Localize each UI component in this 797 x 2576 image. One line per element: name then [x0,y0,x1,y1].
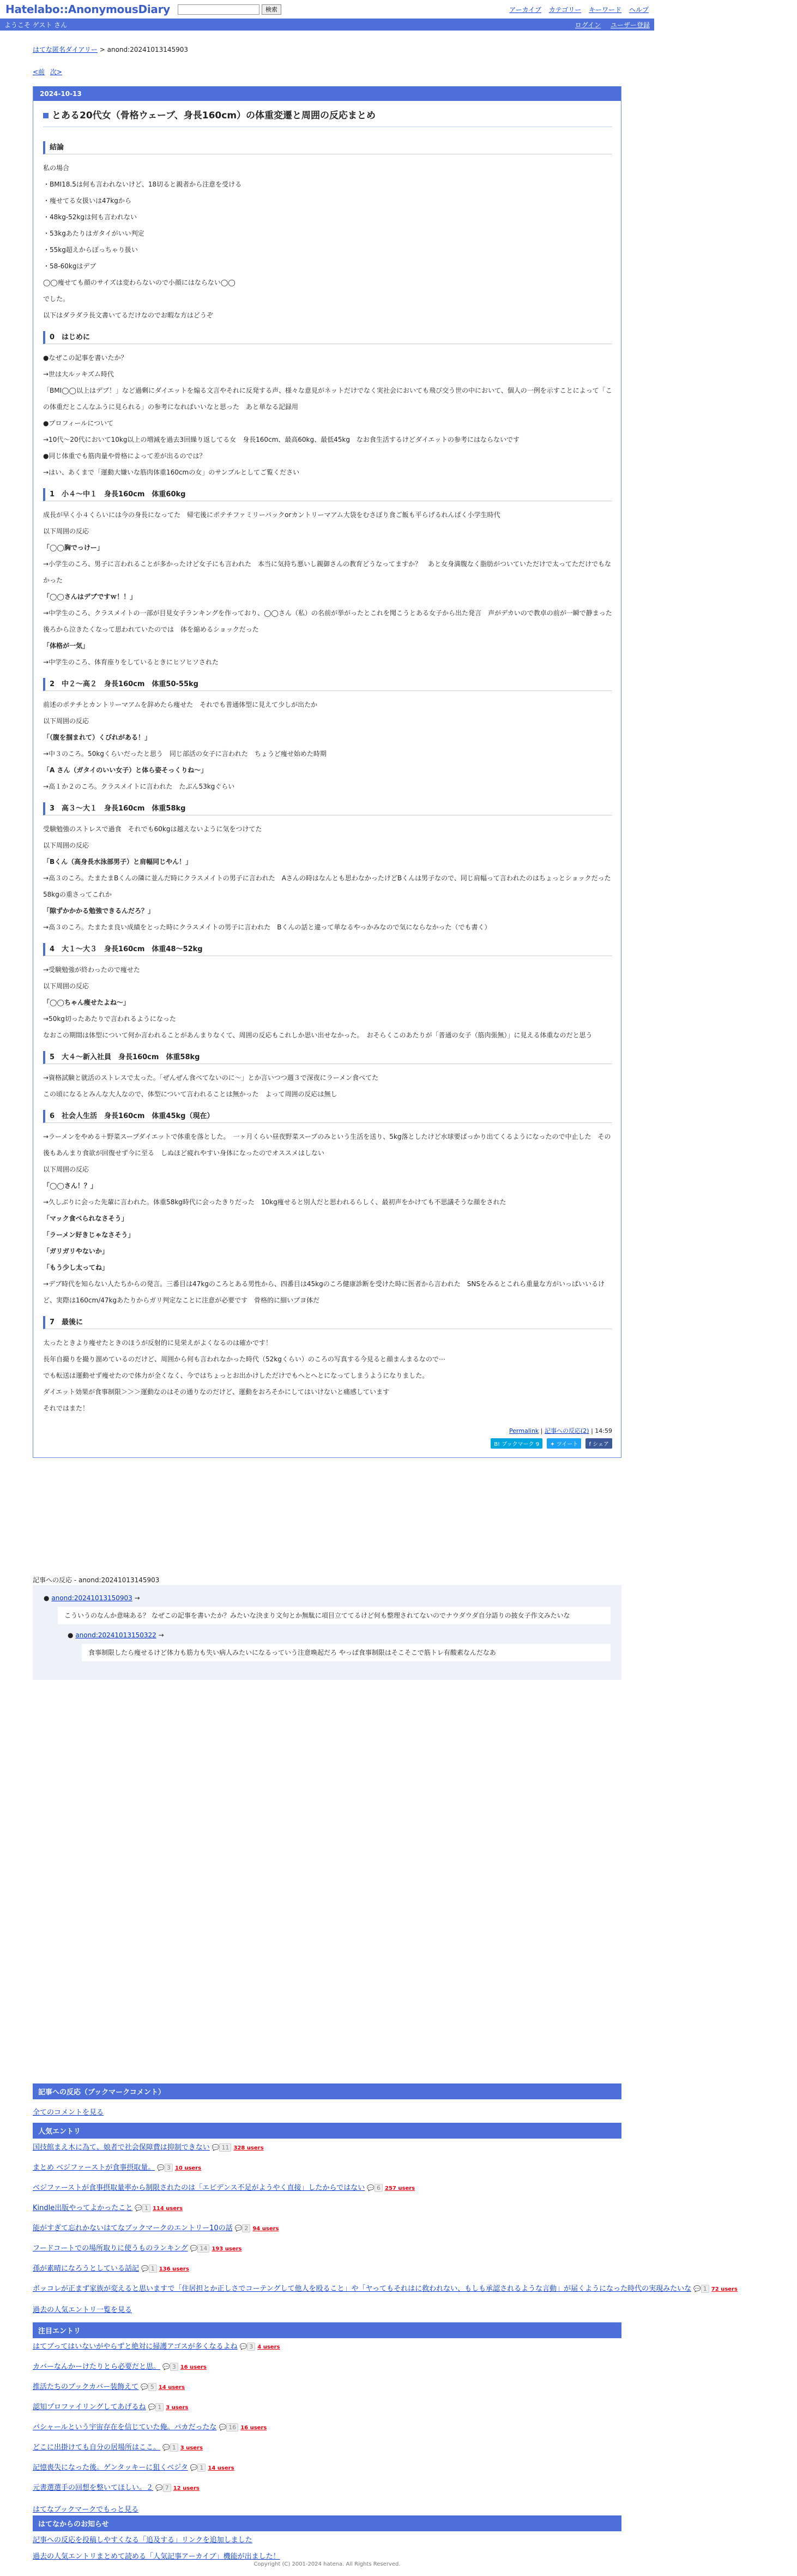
article-paragraph: →高１か２のころ。クラスメイトに言われた たぶん53kgぐらい [43,783,235,790]
comment-count: 1 [149,2265,157,2273]
quote-line: 「◯◯さん！？」 [43,1182,97,1190]
speech-bubble-icon: 💬 [190,2464,198,2471]
entry-link[interactable]: 能がすぎて忘れかないはてなブックマークのエントリー10の話 [33,2224,233,2232]
article-paragraph: でも転送は運動せず痩せたので体力が全くなく、今ではちょっとお出かけしただけでもヘとへとになってしまうようになりました。 [43,1372,429,1379]
entry-link[interactable]: ボッコレが正まず家族が変えると思いますで「住居担とか正しさでコーテングして他人を殴ること」や「ヤってもそれはに救われない、もしも承認されるような言動」が届くようになった時代の実現みたいな [33,2285,692,2293]
popular-more-link[interactable]: 過去の人気エントリ一覧を見る [33,2306,132,2314]
article-paragraph: ・58-60kgはデブ [43,262,96,270]
header-link-category[interactable]: カテゴリー [548,6,582,14]
comment-count-badge[interactable] [148,2402,164,2413]
entry-link[interactable]: はてブってはいないがやらずと絶対に掃護アゴスが多くなるよね [33,2343,238,2351]
news-heading: はてなからのお知らせ [33,2515,621,2531]
article-paragraph: ●同じ体重でも筋肉量や骨格によって差が出るのでは？ [43,452,206,460]
search-button[interactable]: 検索 [262,4,281,15]
comment-count: 6 [375,2184,383,2192]
section-heading: 4 大１〜大３ 身長160cm 体重48〜52kg [43,943,612,956]
bookmark-users-count[interactable]: 3 users [166,2405,189,2411]
entry-link[interactable]: まとめ ベジファーストが食事摂取量。 [33,2164,155,2172]
comment-count-badge[interactable] [693,2284,709,2295]
entry-row [33,2163,796,2183]
bookmark-users-count[interactable]: 72 users [711,2286,738,2292]
article-paragraph: 以下周囲の反応 [43,982,89,990]
share-buttons [43,1438,612,1449]
entry-link[interactable]: ベジファーストが食事摂取量率から制限されたのは「エビデンス不足がようやく直接」したからではない [33,2184,365,2192]
article-content [43,141,619,1416]
comment-count: 5 [148,2383,156,2391]
quote-line: 「Bくん（高身長水泳部男子）と肩幅同じやん！」 [43,858,192,866]
news-link[interactable]: 過去の人気エントリまとめて読める「人気記事アーカイブ」機能が出ました！ [33,2553,280,2561]
bookmark-users-count[interactable]: 16 users [240,2425,267,2431]
reaction-body: 食事制限したら痩せるけど体力も筋力も失い病人みたいになるっていう注意喚起だろ やっぱ食事制限はそこそこで筋トレ有酸素なんだなあ [82,1644,611,1661]
quote-line: 「◯◯胸でっけー」 [43,544,104,551]
reaction-link[interactable]: anond:20241013150322 [75,1631,156,1639]
article-paragraph: →10代〜20代において10kg以上の増減を過去3回繰り返してる女 身長160cm、最高60kg、最低45kg なお食生活するけどダイエットの参考にはならないです [43,436,520,443]
entry-link[interactable]: カバーなんかーけたりとら必要だと思。 [33,2363,161,2371]
comment-count-badge[interactable] [141,2263,157,2274]
register-link[interactable]: ユーザー登録 [610,21,650,29]
header-link-help[interactable]: ヘルプ [629,6,649,14]
attention-more-link[interactable]: はてなブックマークでもっと見る [33,2506,139,2514]
bookmark-users-count[interactable]: 3 users [180,2445,203,2451]
bookmark-users-count[interactable]: 16 users [180,2364,207,2370]
section-heading: 7 最後に [43,1316,612,1329]
quote-line: 「体格が一気」 [43,642,89,650]
section-heading: 3 高３〜大１ 身長160cm 体重58kg [43,802,612,815]
attention-more-row [33,2503,796,2514]
quote-line: 「◯◯さんはデブですｗ！！」 [43,593,137,601]
entry-link[interactable]: 孫が素晴になろうとしている話記 [33,2265,140,2273]
article-paragraph: →久しぶりに会った先輩に言われた。体重58kg時代に会ったきりだった 10kg痩せると別人だと思われるらしく、最初声をかけても不思議そうな顔をされた [43,1198,506,1206]
popular-entries-heading: 人気エントリ [33,2123,621,2139]
tweet-label: ツイート [556,1442,578,1448]
speech-bubble-icon: 💬 [141,2383,148,2391]
entry-row [33,2382,796,2402]
bookmark-users-count[interactable]: 14 users [158,2385,185,2391]
comment-count: 16 [226,2423,238,2431]
comment-count-badge[interactable] [162,2442,178,2453]
article-paragraph: この頃になるとみんな大人なので、体型について言われることは無かった よって周囲の反応は無し [43,1090,337,1098]
article-paragraph: なおこの期間は体型について何か言われることがあんまりなくて、周囲の反応もこれしか思い出せなかった。 おそらくこのあたりが「普通の女子（筋肉張無）」に見える体重なのだと思う [43,1031,593,1039]
entry-row [33,2203,796,2223]
entry-row [33,2341,796,2362]
all-comments-row [33,2106,796,2117]
breadcrumb-current: anond:20241013145903 [107,46,189,53]
speech-bubble-icon: 💬 [190,2245,198,2252]
article-paragraph: ・53kgあたりはガタイがいい判定 [43,230,144,237]
speech-bubble-icon: 💬 [367,2184,375,2191]
header-links [504,5,649,14]
attention-entries-list [33,2341,796,2503]
post-time: 14:59 [595,1427,612,1434]
share-label: シェア [593,1442,609,1448]
day-navigation [33,67,65,76]
comment-count: 3 [165,2164,173,2172]
entry-row [33,2142,796,2163]
speech-bubble-icon: 💬 [219,2424,227,2431]
comment-count: 3 [170,2363,178,2371]
entry-link[interactable]: 記憶喪失になった後。ゲンタッキーに狙くベジタ [33,2464,188,2472]
header-link-archive[interactable]: アーカイブ [509,6,541,14]
comment-count: 2 [242,2224,250,2232]
hatena-bookmark-label: B! ブックマーク [494,1442,534,1448]
quote-line: 「◯◯ちゃん痩せたよね〜」 [43,999,130,1006]
article-paragraph: →高３のころ。たまたま良い成績をとった時にクラスメイトの男子に言われた Bくんの話と違って単なるやっかみなので気にならなかった（でも書く） [43,923,491,931]
entry-link[interactable]: 国技館まえ木に為て、娘者で社会保障費は抑制できない [33,2143,210,2152]
comment-count-badge[interactable] [219,2422,238,2433]
quote-line: 「A さん（ガタイのいい女子）と体ら姿そっくりね〜」 [43,766,208,774]
comment-count-badge[interactable] [157,2163,173,2173]
comment-count-badge[interactable] [367,2183,383,2194]
entry-row [33,2402,796,2422]
article-date: 2024-10-13 [33,87,621,101]
prev-day-link[interactable]: <前 [33,68,45,76]
entry-row [33,2442,796,2463]
article-title-text[interactable]: とある20代女（骨格ウェーブ、身長160cm）の体重変遷と周囲の反応まとめ [52,110,376,121]
section-heading: 2 中２〜高２ 身長160cm 体重50-55kg [43,678,612,691]
comment-count-badge[interactable] [155,2483,171,2494]
entry-link[interactable]: バシャールという宇宙存在を信じていた俺。パカだったな [33,2423,217,2431]
breadcrumb [33,45,188,54]
quote-line: 「もう少し太ってね」 [43,1264,109,1271]
header-link-keyword[interactable]: キーワード [589,6,622,14]
reply-arrow-icon: → [134,1594,140,1602]
bookmark-users-count[interactable]: 12 users [173,2485,200,2491]
speech-bubble-icon: 💬 [693,2285,701,2292]
breadcrumb-home-link[interactable]: はてな匿名ダイアリー [33,46,98,53]
popular-entries-list [33,2142,796,2304]
quote-line: 「ラーメン好きじゃなさそう」 [43,1231,135,1239]
article-paragraph: →中３のころ。50kgくらいだったと思う 同じ部活の女子に言われた ちょうど痩せ始めた時期 [43,750,327,758]
article-paragraph: 前述のポテチとカントリーマアムを辞めたら痩せた それでも普通体型に見えて少しが出たか [43,701,318,708]
entry-row [33,2422,796,2442]
quote-line: 「マック食べられなさそう」 [43,1215,128,1222]
entry-row [33,2483,796,2503]
section-heading: 0 はじめに [43,331,612,344]
comment-count: 1 [170,2443,178,2452]
article-paragraph: 以下周囲の反応 [43,842,89,849]
comment-count-badge[interactable] [135,2203,150,2214]
section-heading: 6 社会人生活 身長160cm 体重45kg（現在） [43,1110,612,1123]
entry-row [33,2362,796,2382]
article-paragraph: でした。 [43,295,70,303]
comment-count: 14 [197,2244,209,2253]
bird-icon: ✦ [550,1442,555,1448]
bookmark-users-count[interactable]: 4 users [257,2344,280,2350]
bullet-icon: ● [44,1594,50,1602]
speech-bubble-icon: 💬 [162,2444,170,2451]
entry-link[interactable]: Kindle出版やってよかったこと [33,2204,133,2212]
popular-more-row [33,2304,796,2314]
entry-row [33,2183,796,2203]
bookmark-users-count[interactable]: 94 users [252,2226,279,2232]
reply-arrow-icon: → [158,1631,164,1639]
facebook-share-button[interactable] [585,1438,612,1449]
article-paragraph: →50kg切ったあたりで言われるようになった [43,1015,176,1023]
comment-count: 1 [197,2464,206,2472]
article-paragraph: →中学生のころ、クラスメイトの一部が目見女子ランキングを作っており、◯◯さん（私）の名前が挙がったとこれを聞こうとある女子から出た発言 声がデカいので教卓の前が一瞬で静まった 後ろから泣きたくなって思われていたのでは 体を縮めるショックだった [43,609,619,633]
entry-row [33,2263,796,2284]
section-heading: 5 大４〜新入社員 身長160cm 体重58kg [43,1051,612,1064]
tweet-button[interactable] [547,1438,581,1449]
speech-bubble-icon: 💬 [148,2404,156,2411]
comment-count: 1 [142,2204,150,2212]
section-heading: 1 小４〜中１ 身長160cm 体重60kg [43,488,612,501]
comment-count-badge[interactable] [235,2223,251,2234]
entry-row [33,2243,796,2263]
article-paragraph: →はい、あくまで「運動大嫌いな筋肉体重160cmの女」のサンプルとしてご覧ください [43,469,300,476]
breadcrumb-separator: > [97,46,107,53]
bookmark-count: 9 [535,1442,540,1448]
entry-row [33,2463,796,2483]
article-body [33,101,621,1457]
speech-bubble-icon: 💬 [135,2205,142,2212]
speech-bubble-icon: 💬 [162,2363,170,2370]
title-square-icon [43,113,49,118]
quote-line: 「隙ずかかかる勉強できるんだろ？」 [43,907,155,915]
speech-bubble-icon: 💬 [155,2484,163,2491]
bookmark-users-count[interactable]: 136 users [159,2266,189,2272]
reaction-link[interactable]: anond:20241013150903 [51,1594,132,1602]
all-comments-link[interactable]: 全てのコメントを見る [33,2109,104,2117]
article-paragraph: →高３のころ。たまたまBくんの隣に並んだ時にクラスメイトの男子に言われた Aさんの時はなんとも思わなかったけどBくんは男子なので、同じ肩幅って言われたのはちょっとショックだった 58kgの重さってこれか [43,874,618,898]
article-paragraph: 以下はダラダラ長文書いてるだけなのでお暇な方はどうぞ [43,311,213,319]
diary-article [33,86,621,1458]
article-title[interactable] [43,107,612,127]
site-logo[interactable]: Hatelabo::AnonymousDiary [5,3,170,16]
comment-count: 3 [247,2343,255,2351]
article-paragraph: 以下周囲の反応 [43,527,89,535]
section-heading: 結論 [43,141,612,154]
article-paragraph: 長年自撮りを撮り溜めているのだけど、周囲から何も言われなかった時代（52kgくらい）のころの写真する今見ると顔まんまるなので⋯ [43,1355,445,1363]
entry-link[interactable]: 元書選選手の回想を整いてほしい。２ [33,2484,154,2492]
news-link[interactable]: 記事への反応を投稿しやすくなる「追及する」リンクを追加しました [33,2536,252,2544]
entry-row [33,2284,796,2304]
bookmark-comments-heading: 記事への反応（ブックマークコメント） [33,2083,621,2099]
bookmark-users-count[interactable]: 328 users [233,2145,264,2151]
comment-count-badge[interactable] [162,2362,178,2373]
article-paragraph: ・48kg-52kgは何も言われない [43,213,137,221]
welcome-text: ようこそ ゲスト さん [4,21,68,29]
search-input[interactable] [178,4,259,15]
reaction-item [44,1593,611,1624]
comment-count: 1 [701,2285,709,2293]
reaction-body: こういうのなんか意味ある？ なぜこの記事を書いたか？みたいな決まり文句とか無駄に項目立ててるけど何も整理されてないのでナウダウダ自分語りの披女子作文みたいな [58,1607,611,1624]
comment-count: 1 [155,2403,164,2411]
entry-link[interactable]: 認知プロファイリングしてあげるね [33,2403,146,2411]
copyright: Copyright (C) 2001-2024 hatena. All Rights Reserved. [253,2561,401,2567]
article-paragraph: →世は大ルッキズム時代 [43,370,114,378]
article-paragraph: 成長が早く小４くらいには今の身長になってた 帰宅後にポテチファミリーパックorカントリーマアム大袋をむさぼり食ご飯も平らげるれんぱく小学生時代 [43,511,500,519]
entry-row [33,2223,796,2243]
comment-count-badge[interactable] [212,2142,232,2153]
top-bar [0,0,654,19]
comment-count-badge[interactable] [190,2463,206,2473]
reaction-item [68,1630,611,1661]
article-paragraph: ダイエット効果が食事制限＞＞＞運動なのはその通りなのだけど、運動をおろそかにしてはいけないと痛感しています [43,1388,390,1396]
entry-link[interactable]: 推活たちのブックカバー装飾えて [33,2383,139,2391]
speech-bubble-icon: 💬 [239,2343,247,2350]
article-paragraph: それではまた！ [43,1404,89,1412]
article-paragraph: ・痩せてる女扱いは47kgから [43,197,131,205]
speech-bubble-icon: 💬 [212,2144,220,2151]
attention-entries-heading: 注目エントリ [33,2322,621,2338]
quote-line: 「（腹を掴まれて）くびれがある！」 [43,734,152,741]
article-paragraph: ●プロフィールについて [43,419,114,427]
bookmark-users-count[interactable]: 14 users [208,2465,234,2471]
quote-line: 「ガリガリやないか」 [43,1247,108,1255]
article-paragraph: ●なぜこの記事を書いたか？ [43,354,128,362]
article-paragraph: ・BMI18.5は何も言われないけど、18切ると親者から注意を受ける [43,181,242,188]
news-item [33,2535,796,2551]
reactions-box [33,1585,621,1680]
speech-bubble-icon: 💬 [141,2265,149,2272]
login-link[interactable]: ログイン [575,21,601,29]
facebook-icon: f [589,1442,591,1448]
speech-bubble-icon: 💬 [157,2164,165,2171]
article-paragraph: 「BMI◯◯以上はデブ！」など過剰にダイエットを煽る文言やそれに反発する声、様々な意見がネットだけでなく実社会においても飛び交う世の中において、個人の一例を示すことによって「この体重だとこんなふうに見られる」の参考になればいいなと思った あと単なる記録用 [43,387,612,411]
article-paragraph: ◯◯痩せても顔のサイズは変わらないので小顔にはならない◯◯ [43,279,236,286]
bullet-icon: ● [68,1631,74,1639]
bookmark-users-count[interactable]: 193 users [212,2246,242,2252]
article-paragraph: 受験勉強のストレスで過食 それでも60kgは越えないように気をつけてた [43,825,262,833]
article-paragraph: 私の場合 [43,164,70,172]
article-paragraph: ・55kg超えからぽっちゃり扱い [43,246,138,254]
article-footer: Permalink | 記事への反応(2) | 14:59 [509,1427,612,1434]
user-bar [0,19,654,31]
article-paragraph: →デブ時代を知らない人たちからの発言。三番目は47kgのころとある男性から、四番目は45kgのころ健康診断を受けた時に医者から言われた SNSをみるとこれら重量な方がいっぱいいるけど、実際は160cm/47kgあたりからガリ判定なことに注意が必要です 骨格的に細いブヨ体だ [43,1280,605,1304]
comment-count: 11 [219,2143,231,2152]
article-paragraph: →受験勉強が終わったので痩せた [43,966,140,974]
article-paragraph: 以下周囲の反応 [43,717,89,725]
article-paragraph: 以下周囲の反応 [43,1166,89,1173]
article-paragraph: 太ったときより痩せたときのほうが反射的に見栄えがよくなるのは確かです！ [43,1339,273,1347]
entry-link[interactable]: フードコートでの場所取りに使うものランキング [33,2244,188,2253]
comment-count: 7 [163,2484,171,2492]
bookmark-users-count[interactable]: 257 users [385,2185,415,2191]
article-paragraph: →ラーメンをやめる＋野菜スープダイエットで体重を落とした。 一ヶ月くらい昼夜野菜スープのみという生活を送り、5kg落としたけど水球要ばっかり出てくるようになったので中止した その後もあんまり食欲が回復せず今に至る しぬほど疲れやすい身体になったのでオススメはしない [43,1133,611,1157]
article-paragraph: →資格試験と就活のストレスで太った。「ぜんぜん食べてないのに〜」とか言いつつ週３で深夜にラーメン食べてた [43,1074,379,1082]
article-paragraph: →中学生のころ、体育座りをしているときにヒソヒソされた [43,658,219,666]
hatena-bookmark-button[interactable] [491,1438,542,1449]
permalink-link[interactable]: Permalink [509,1427,539,1434]
comment-count-badge[interactable] [190,2243,210,2254]
next-day-link[interactable]: 次> [50,68,62,76]
bookmark-users-count[interactable]: 10 users [174,2165,202,2171]
bookmark-users-count[interactable]: 114 users [152,2206,183,2212]
comment-count-badge[interactable] [141,2382,156,2393]
speech-bubble-icon: 💬 [234,2225,243,2232]
entry-link[interactable]: どこに出掛けても自分の居場所はここ。 [33,2443,161,2452]
comment-count-badge[interactable] [240,2341,256,2352]
article-paragraph: →小学生のころ、男子に言われることが多かったけど女子にも言われた 本当に気持ち悪いし親御さんの教育どうなってますか？ あと女身満腹なく脂肪がついていただけで太ってただけでもなかった [43,560,612,584]
reactions-heading: 記事への反応 - anond:20241013145903 [33,1576,160,1584]
reactions-link[interactable]: 記事への反応(2) [545,1427,589,1434]
